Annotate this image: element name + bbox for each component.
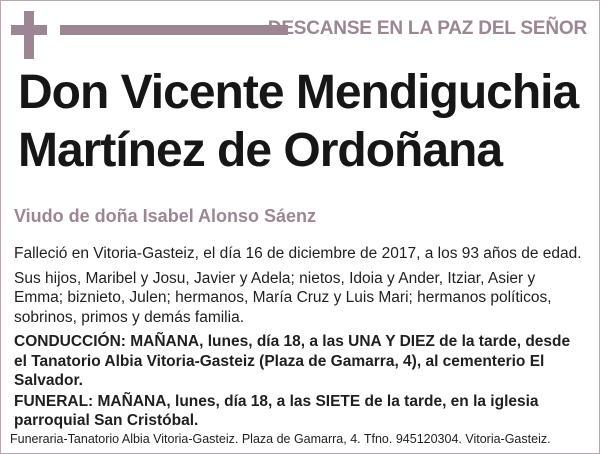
deceased-name-line2: Martínez de Ordoñana bbox=[18, 124, 503, 177]
header-label: DESCANSE EN LA PAZ DEL SEÑOR bbox=[267, 18, 587, 39]
header-divider-bar bbox=[60, 25, 288, 35]
funeral-text: FUNERAL: MAÑANA, lunes, día 18, a las SIETE de la tarde, en la iglesia parroquial San Cristóbal. bbox=[14, 392, 539, 429]
cross-icon-horizontal-bar bbox=[11, 25, 47, 35]
family-paragraph: Sus hijos, Maribel y Josu, Javier y Adela; nietos, Idoia y Ander, Itziar, Asier y Emma; biznieto, Julen; hermanos, María Cruz y Luis Mari; hermanos políticos, sobrinos, primos y demás familia. bbox=[14, 269, 552, 326]
deceased-name bbox=[18, 64, 588, 180]
funeral-paragraph bbox=[14, 392, 586, 431]
conduccion-paragraph bbox=[14, 332, 586, 391]
conduccion-text: CONDUCCIÓN: MAÑANA, lunes, día 18, a las UNA Y DIEZ de la tarde, desde el Tanatorio Albia Vitoria-Gasteiz (Plaza de Gamarra, 4), al cementerio El Salvador. bbox=[14, 333, 571, 389]
death-paragraph: Falleció en Vitoria-Gasteiz, el día 16 de diciembre de 2017, a los 93 años de edad. bbox=[14, 245, 582, 262]
cross-icon-vertical-bar bbox=[24, 11, 34, 59]
funeral-home-footer: Funeraria-Tanatorio Albia Vitoria-Gasteiz. Plaza de Gamarra, 4. Tfno. 945120304. Vitoria-Gasteiz. bbox=[10, 432, 551, 446]
widow-line: Viudo de doña Isabel Alonso Sáenz bbox=[14, 206, 317, 226]
deceased-name-line1: Don Vicente Mendiguchia bbox=[18, 66, 579, 119]
notice-body bbox=[14, 244, 586, 436]
